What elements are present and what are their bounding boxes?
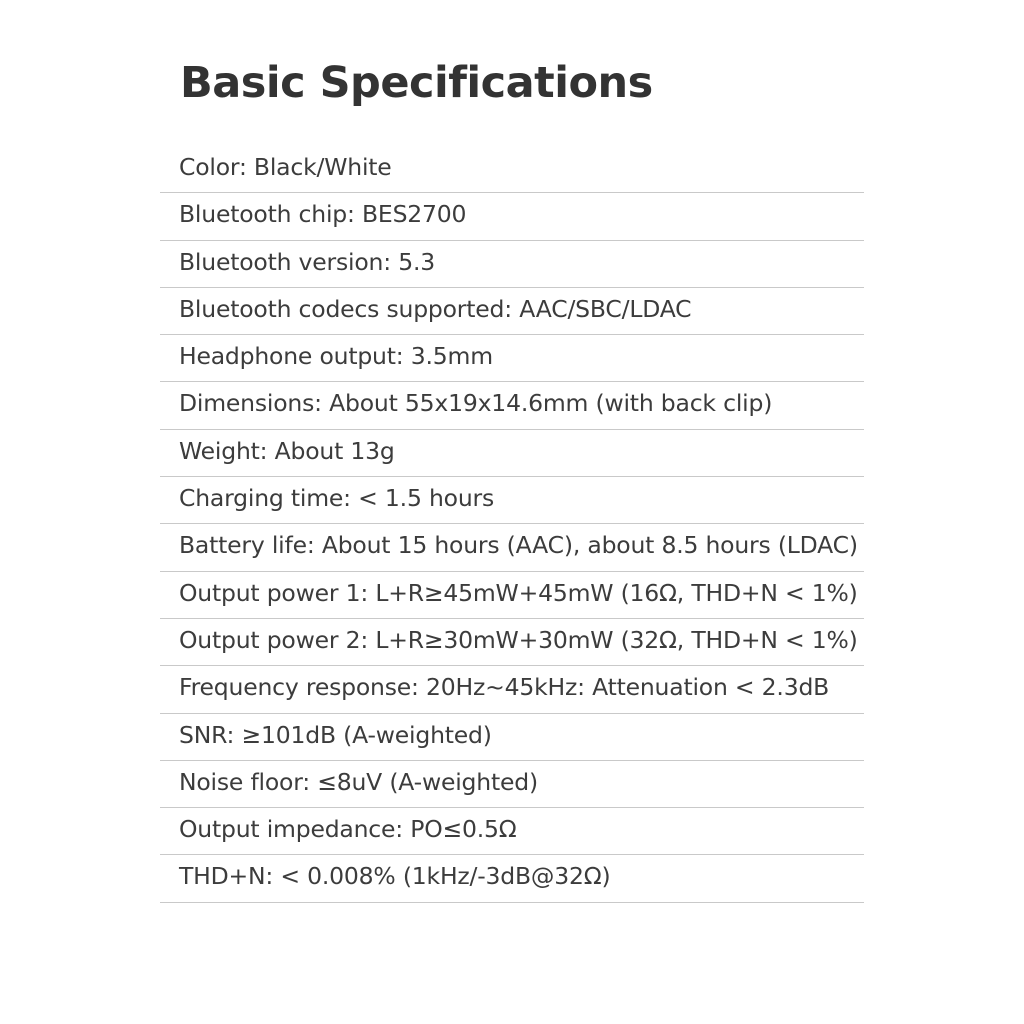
spec-text: Bluetooth chip: BES2700: [179, 200, 467, 229]
spec-text: Battery life: About 15 hours (AAC), about 8.5 hours (LDAC): [179, 531, 858, 560]
spec-row: [160, 714, 864, 761]
spec-row: [160, 808, 864, 855]
page-title: Basic Specifications: [180, 58, 653, 108]
spec-row: [160, 430, 864, 477]
spec-text: Output power 1: L+R≥45mW+45mW (16Ω, THD+N < 1%): [179, 578, 858, 607]
spec-row: [160, 572, 864, 619]
spec-text: Color: Black/White: [179, 153, 392, 181]
spec-text: THD+N: < 0.008% (1kHz/-3dB@32Ω): [179, 862, 611, 891]
spec-text: Output power 2: L+R≥30mW+30mW (32Ω, THD+N < 1%): [179, 625, 858, 654]
spec-text: Noise floor: ≤8uV (A-weighted): [179, 767, 538, 796]
spec-text: SNR: ≥101dB (A-weighted): [179, 720, 492, 749]
spec-text: Dimensions: About 55x19x14.6mm (with back clip): [179, 389, 773, 418]
spec-row: [160, 193, 864, 240]
spec-row: [160, 619, 864, 666]
spec-text: Charging time: < 1.5 hours: [179, 484, 495, 513]
spec-text: Bluetooth version: 5.3: [179, 247, 435, 276]
spec-row: [160, 761, 864, 808]
spec-row: [160, 477, 864, 524]
spec-row: [160, 855, 864, 902]
spec-list: [160, 146, 864, 903]
spec-row: [160, 241, 864, 288]
spec-row: [160, 382, 864, 429]
spec-text: Weight: About 13g: [179, 436, 395, 465]
spec-row: [160, 146, 864, 193]
spec-row: [160, 524, 864, 571]
spec-text: Frequency response: 20Hz~45kHz: Attenuation < 2.3dB: [179, 673, 830, 702]
spec-row: [160, 288, 864, 335]
spec-text: Output impedance: PO≤0.5Ω: [179, 815, 517, 844]
spec-row: [160, 335, 864, 382]
spec-row: [160, 666, 864, 713]
spec-text: Headphone output: 3.5mm: [179, 342, 493, 371]
spec-text: Bluetooth codecs supported: AAC/SBC/LDAC: [179, 294, 692, 323]
